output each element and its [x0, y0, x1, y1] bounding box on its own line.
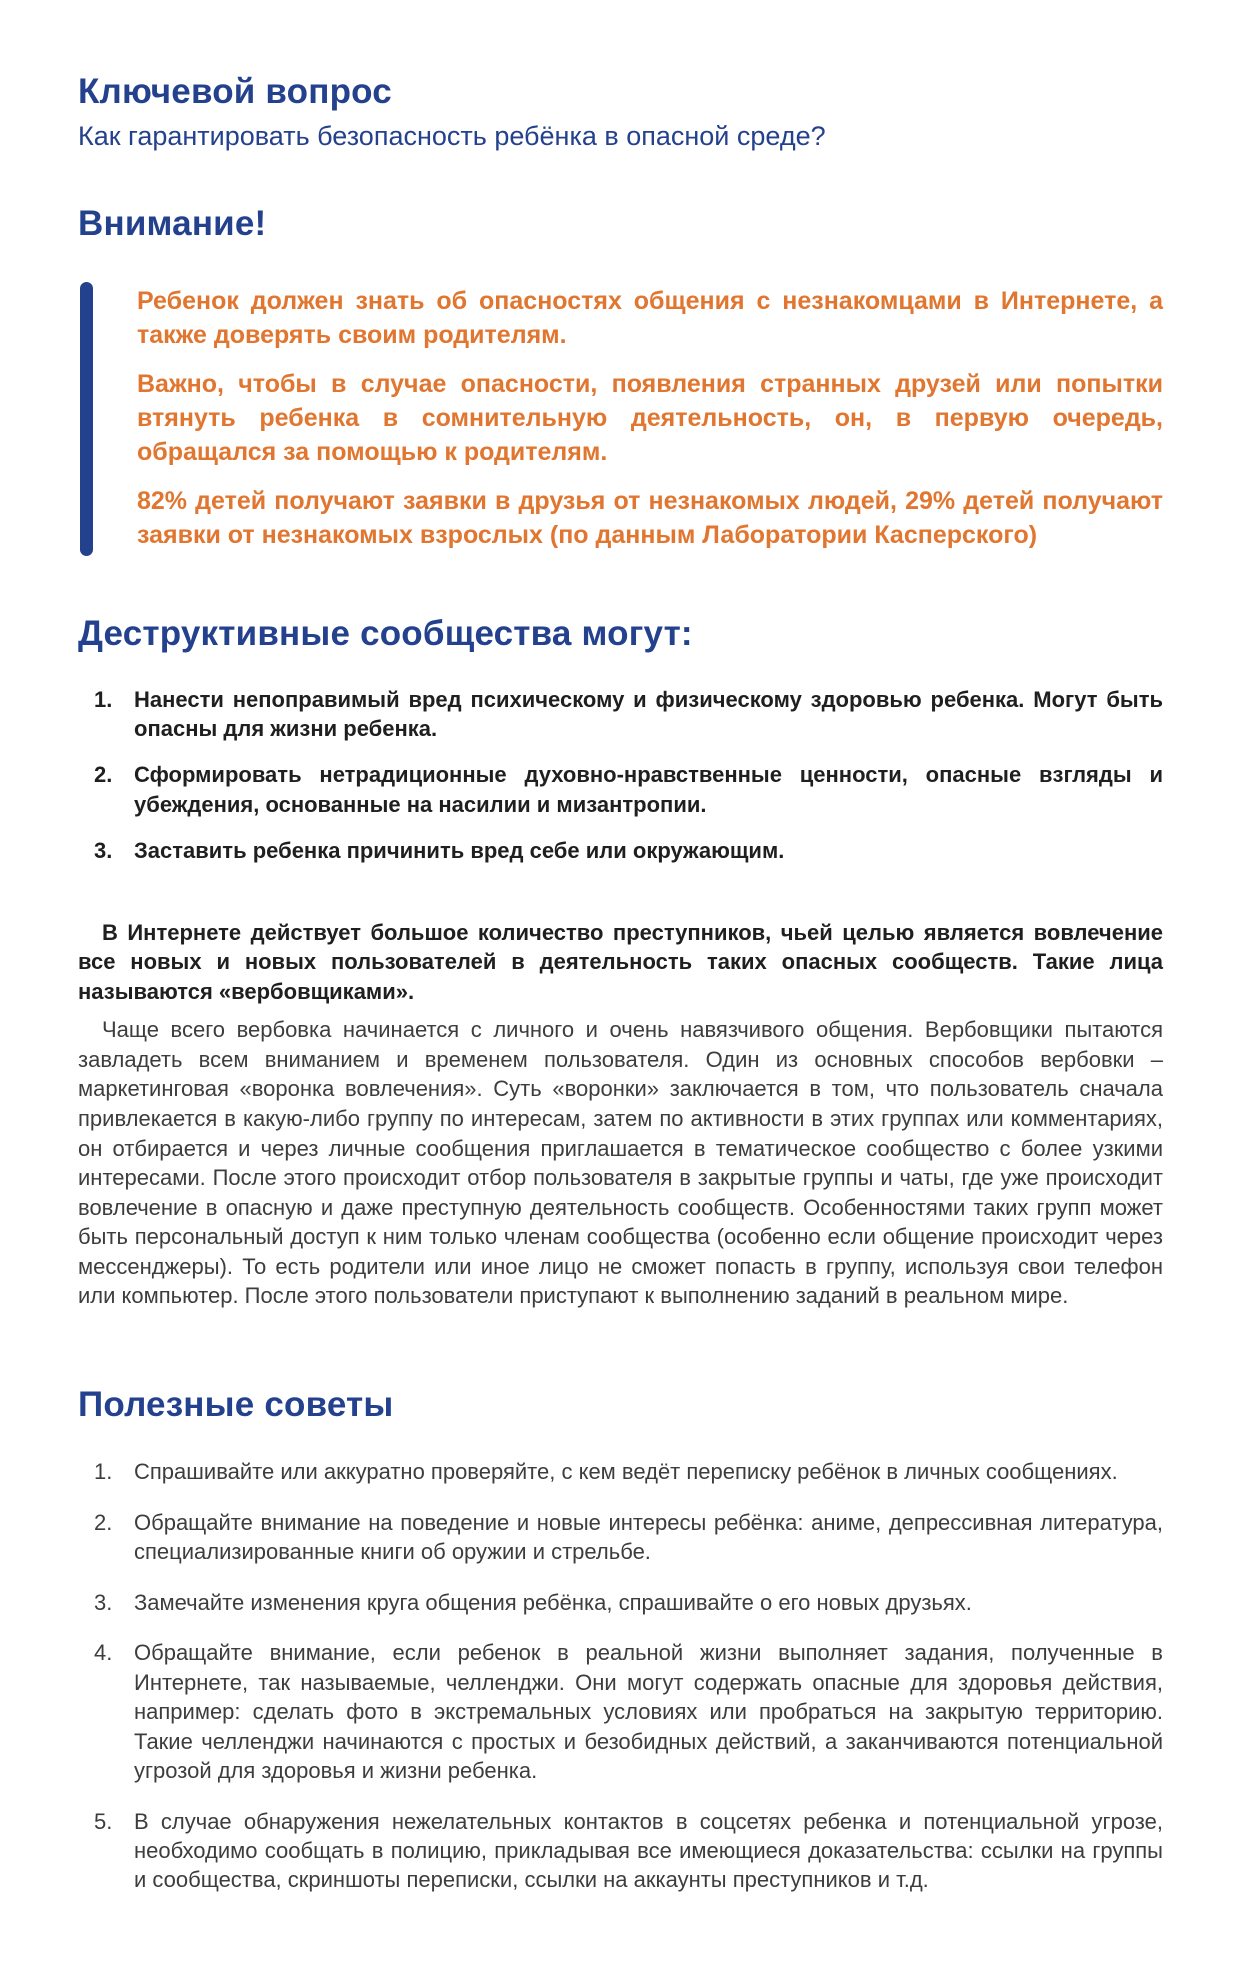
- attention-title: Внимание!: [78, 204, 267, 243]
- list-item-number: 5.: [94, 1808, 113, 1834]
- list-item: [78, 760, 1163, 819]
- list-item: [78, 1588, 1163, 1617]
- list-item-number: 4.: [94, 1640, 113, 1666]
- list-item-text: Обращайте внимание, если ребенок в реальной жизни выполняет задания, полученные в Интернете, так называемые, челленджи. Они могут содержать опасные для здоровья действия, например: сделать фото в экстремальных условиях или пробраться на закрытую территорию. Такие челленджи начинаются с простых и безобидных действий, а заканчиваются потенциальной угрозой для здоровья и жизни ребенка.: [134, 1640, 1163, 1784]
- list-item-text: Обращайте внимание на поведение и новые интересы ребёнка: аниме, депрессивная литература, специализированные книги об оружии и стрельбе.: [134, 1509, 1163, 1565]
- key-question-subtitle: Как гарантировать безопасность ребёнка в опасной среде?: [78, 121, 826, 152]
- attention-callout: [78, 282, 1163, 556]
- list-item: [78, 1638, 1163, 1785]
- recruitment-funnel-paragraph: Чаще всего вербовка начинается с личного и очень навязчивого общения. Вербовщики пытаются завладеть всем вниманием и временем пользователя. Один из основных способов вербовки – маркетинговая «воронка вовлечения». Суть «воронки» заключается в том, что пользователь сначала привлекается в какую-либо группу по интересам, затем по активности в этих группах или комментариях, он отбирается и через личные сообщения приглашается в тематическое сообщество с более узкими интересами. После этого происходит отбор пользователя в закрытые группы и чаты, где уже происходит вовлечение в опасную и даже преступную деятельность сообществ. Особенностями таких групп может быть персональный доступ к ним только членам сообщества (особенно если общение происходит через мессенджеры). То есть родители или иное лицо не сможет попасть в группу, используя свои телефон или компьютер. После этого пользователи приступают к выполнению заданий в реальном мире.: [78, 1017, 1163, 1309]
- callout-body: [137, 282, 1163, 556]
- list-item: [78, 1807, 1163, 1895]
- tips-title: Полезные советы: [78, 1385, 394, 1425]
- list-item-number: 2.: [94, 762, 113, 788]
- recruiters-intro-paragraph: В Интернете действует большое количество преступников, чьей целью является вовлечение все новых и новых пользователей в деятельность таких опасных сообществ. Такие лица называются «вербовщиками».: [78, 919, 1163, 1004]
- tips-list: [78, 1457, 1163, 1895]
- callout-paragraph-2: Важно, чтобы в случае опасности, появления странных друзей или попытки втянуть ребенка в сомнительную деятельность, он, в первую очередь, обращался за помощью к родителям.: [137, 370, 1163, 467]
- list-item-number: 1.: [94, 686, 113, 712]
- callout-accent-bar: [80, 282, 93, 556]
- destructive-title: Деструктивные сообщества могут:: [78, 614, 693, 654]
- list-item: [78, 1457, 1163, 1486]
- key-question-title: Ключевой вопрос: [78, 72, 392, 111]
- callout-paragraph-3: 82% детей получают заявки в друзья от незнакомых людей, 29% детей получают заявки от незнакомых взрослых (по данным Лаборатории Касперского): [137, 487, 1163, 550]
- list-item: [78, 1508, 1163, 1567]
- list-item: [78, 685, 1163, 744]
- list-item-number: 3.: [94, 1589, 113, 1615]
- list-item-text: В случае обнаружения нежелательных контактов в соцсетях ребенка и потенциальной угрозе, необходимо сообщать в полицию, прикладывая все имеющиеся доказательства: ссылки на группы и сообщества, скриншоты переписки, ссылки на аккаунты преступников и т.д.: [134, 1808, 1163, 1893]
- list-item-text: Нанести непоправимый вред психическому и физическому здоровью ребенка. Могут быть опасны для жизни ребенка.: [134, 686, 1163, 741]
- list-item-text: Спрашивайте или аккуратно проверяйте, с кем ведёт переписку ребёнок в личных сообщениях.: [134, 1459, 1118, 1485]
- list-item-text: Заставить ребенка причинить вред себе или окружающим.: [134, 838, 785, 864]
- callout-paragraph-1: Ребенок должен знать об опасностях общения с незнакомцами в Интернете, а также доверять своим родителям.: [137, 287, 1163, 350]
- list-item-text: Сформировать нетрадиционные духовно-нравственные ценности, опасные взгляды и убеждения, основанные на насилии и мизантропии.: [134, 762, 1163, 817]
- list-item: [78, 836, 1163, 865]
- list-item-number: 1.: [94, 1459, 113, 1485]
- list-item-number: 2.: [94, 1509, 113, 1535]
- list-item-number: 3.: [94, 838, 113, 864]
- list-item-text: Замечайте изменения круга общения ребёнка, спрашивайте о его новых друзьях.: [134, 1589, 972, 1615]
- destructive-list: [78, 685, 1163, 866]
